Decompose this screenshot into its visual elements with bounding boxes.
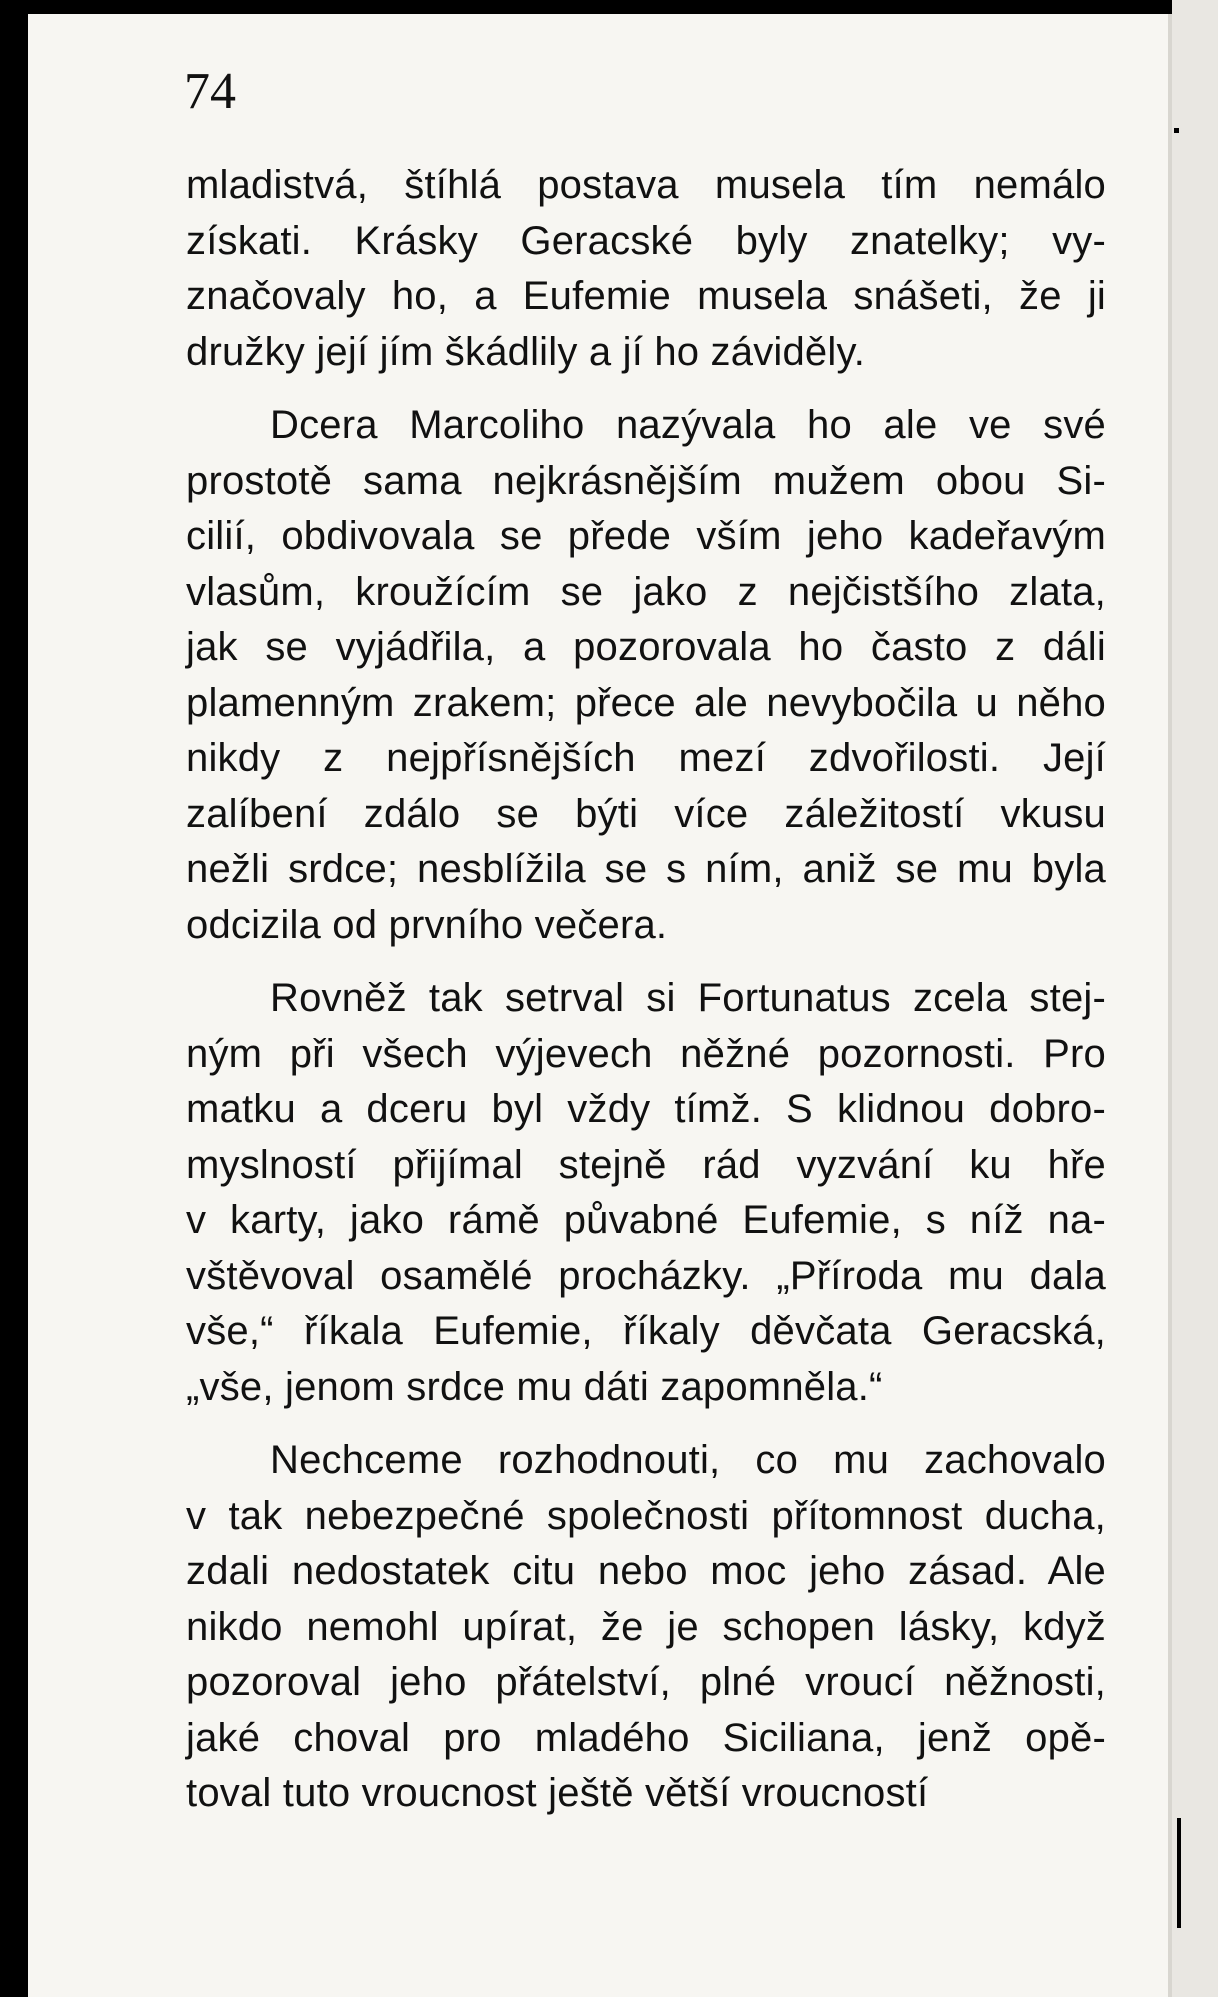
text-line: jaké choval pro mladého Siciliana, jenž opě- [186,1715,1106,1760]
text-line: Nechceme rozhodnouti, co mu zachovalo [270,1438,1106,1482]
paragraph [186,158,1106,380]
text-line: v karty, jako rámě půvabné Eufemie, s níž na- [186,1198,1106,1242]
text-line: mladistvá, štíhlá postava musela tím nemálo [186,163,1106,207]
text-line: nikdo nemohl upírat, že je schopen lásky, když [186,1604,1106,1649]
scan-streak [1177,1818,1181,1928]
text-line: nikdy z nejpřísnějších mezí zdvořilosti. Její [186,736,1106,780]
text-line: družky její jím škádlily a jí ho záviděly. [186,329,866,374]
text-line: Dcera Marcoliho nazývala ho ale ve své [270,403,1106,447]
paragraph [186,398,1106,953]
text-line: nežli srdce; nesblížila se s ním, aniž se mu byla [186,847,1106,891]
scan-margin [1172,0,1218,1997]
text-line: prostotě sama nejkrásnějším mužem obou Si- [186,458,1106,503]
text-line: pozoroval jeho přátelství, plné vroucí něžnosti, [186,1660,1106,1704]
text-line: zdali nedostatek citu nebo moc jeho zásad. Ale [186,1549,1106,1593]
text-line: odcizila od prvního večera. [186,902,668,947]
body-text [186,158,1106,1822]
text-line: jak se vyjádřila, a pozorovala ho často z dáli [186,625,1106,669]
text-line: vše,“ říkala Eufemie, říkaly děvčata Geracská, [186,1309,1106,1353]
text-line: matku a dceru byl vždy tímž. S klidnou dobro- [186,1087,1106,1131]
text-line: ným při všech výjevech něžné pozornosti. Pro [186,1031,1106,1076]
text-line: myslností přijímal stejně rád vyzvání ku hře [186,1142,1106,1187]
text-line: v tak nebezpečné společnosti přítomnost ducha, [186,1493,1106,1538]
text-line: cilií, obdivovala se přede vším jeho kadeřavým [186,514,1106,558]
text-line: vlasům, kroužícím se jako z nejčistšího zlata, [186,569,1106,614]
text-line: značovaly ho, a Eufemie musela snášeti, že ji [186,274,1106,318]
text-line: Rovněž tak setrval si Fortunatus zcela stej- [270,976,1106,1020]
text-line: plamenným zrakem; přece ale nevybočila u něho [186,680,1106,725]
text-line: toval tuto vroucnost ještě větší vroucností [186,1771,929,1815]
text-line: získati. Krásky Geracské byly znatelky; vy- [186,218,1106,263]
paragraph [186,1433,1106,1822]
text-line: zalíbení zdálo se býti více záležitostí vkusu [186,791,1106,836]
scan-speck [1174,128,1179,133]
text-line: „vše, jenom srdce mu dáti zapomněla.“ [186,1364,883,1409]
text-line: vštěvoval osamělé procházky. „Příroda mu dala [186,1253,1106,1298]
page-number: 74 [184,63,236,120]
paragraph [186,971,1106,1415]
